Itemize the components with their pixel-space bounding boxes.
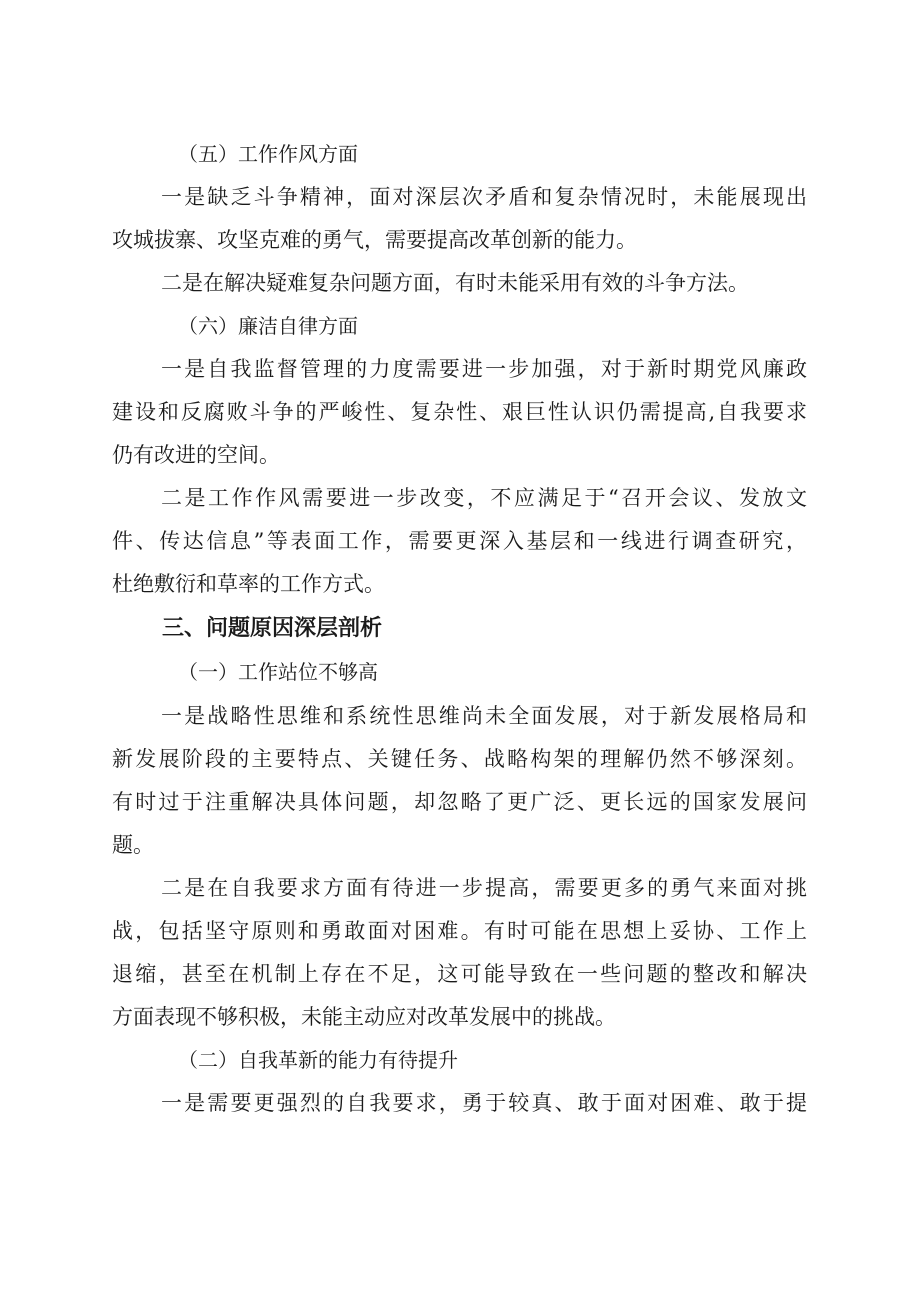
paragraph-line: 题。 [112,833,154,857]
paragraph-line: 战，包括坚守原则和勇敢面对困难。有时可能在思想上妥协、工作上 [112,919,807,943]
paragraph-line: 二是工作作风需要进一步改变，不应满足于“召开会议、发放文 [161,486,807,510]
paragraph-line: 仍有改进的空间。 [112,443,280,467]
paragraph-line: 一是自我监督管理的力度需要进一步加强，对于新时期党风廉政 [161,357,807,381]
paragraph-line: 二是在自我要求方面有待进一步提高，需要更多的勇气来面对挑 [161,876,807,900]
section-title-self-renewal: （二）自我革新的能力有待提升 [178,1048,458,1072]
section-title-position: （一）工作站位不够高 [178,660,378,684]
paragraph-line: 件、传达信息”等表面工作，需要更深入基层和一线进行调查研究， [112,529,807,553]
part-heading-root-cause-analysis: 三、问题原因深层剖析 [162,616,383,641]
paragraph-line: 方面表现不够积极，未能主动应对改革发展中的挑战。 [112,1005,616,1029]
section-title-work-style: （五）工作作风方面 [178,142,358,166]
paragraph-line: 一是需要更强烈的自我要求，勇于较真、敢于面对困难、敢于提 [161,1091,807,1115]
paragraph-line: 一是战略性思维和系统性思维尚未全面发展，对于新发展格局和 [161,704,807,728]
paragraph-line: 新发展阶段的主要特点、关键任务、战略构架的理解仍然不够深刻。 [112,747,807,771]
section-title-integrity: （六）廉洁自律方面 [178,314,358,338]
paragraph-line: 二是在解决疑难复杂问题方面，有时未能采用有效的斗争方法。 [161,271,749,295]
paragraph-line: 有时过于注重解决具体问题，却忽略了更广泛、更长远的国家发展问 [112,790,807,814]
paragraph-line: 杜绝敷衍和草率的工作方式。 [112,572,385,596]
paragraph-line: 一是缺乏斗争精神，面对深层次矛盾和复杂情况时，未能展现出 [161,185,807,209]
paragraph-line: 建设和反腐败斗争的严峻性、复杂性、艰巨性认识仍需提高,自我要求 [112,400,807,424]
paragraph-line: 退缩，甚至在机制上存在不足，这可能导致在一些问题的整改和解决 [112,962,807,986]
paragraph-line: 攻城拔寨、攻坚克难的勇气，需要提高改革创新的能力。 [112,228,637,252]
